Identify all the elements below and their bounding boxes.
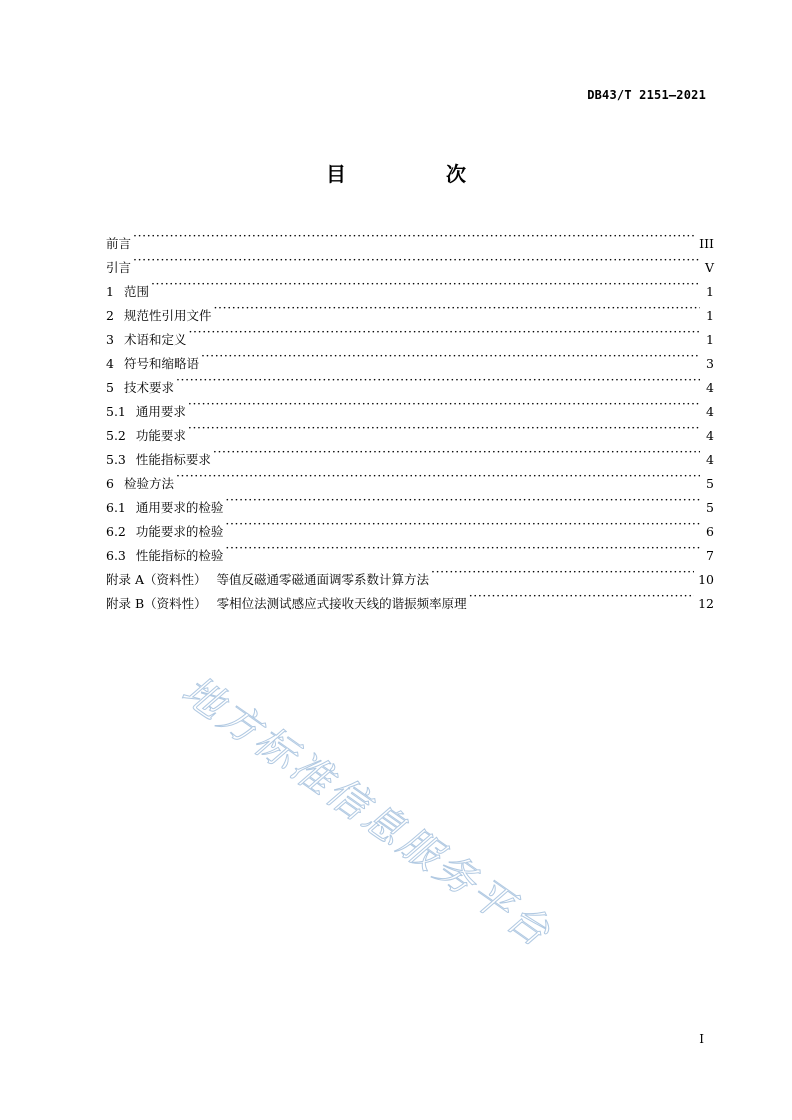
- toc-leader-dots: [188, 320, 700, 344]
- toc-page: 12: [698, 596, 714, 611]
- page-number: I: [699, 1032, 704, 1046]
- toc-page: 4: [706, 404, 714, 419]
- toc-page: 10: [698, 572, 714, 587]
- toc-entry-4[interactable]: [106, 344, 714, 371]
- toc-page: 4: [706, 380, 714, 395]
- toc-entry-6[interactable]: [106, 464, 714, 491]
- toc-leader-dots: [151, 272, 700, 296]
- page-title: 目 次: [326, 162, 506, 186]
- toc-leader-dots: [431, 560, 694, 584]
- toc-page: 3: [706, 356, 714, 371]
- document-code: DB43/T 2151—2021: [587, 88, 706, 102]
- table-of-contents: [106, 224, 714, 611]
- toc-title: 性能指标要求: [135, 452, 211, 467]
- toc-page: 1: [706, 332, 714, 347]
- toc-page: 1: [706, 308, 714, 323]
- toc-leader-dots: [176, 464, 700, 488]
- toc-number: 3: [106, 332, 114, 347]
- toc-entry-2[interactable]: [106, 296, 714, 323]
- toc-page: 4: [706, 452, 714, 467]
- toc-leader-dots: [188, 416, 700, 440]
- toc-entry-foreword[interactable]: [106, 224, 714, 251]
- toc-page: 1: [706, 284, 714, 299]
- toc-page: 5: [706, 500, 714, 515]
- toc-entry-1[interactable]: [106, 272, 714, 299]
- toc-number: 附录 A（资料性）: [106, 572, 207, 587]
- toc-leader-dots: [225, 488, 700, 512]
- toc-page: 6: [706, 524, 714, 539]
- toc-entry-5-3[interactable]: [106, 440, 714, 467]
- toc-number: 5.1: [106, 404, 126, 419]
- toc-entry-introduction[interactable]: [106, 248, 714, 275]
- toc-number: 6.3: [106, 548, 126, 563]
- toc-number: 6.2: [106, 524, 126, 539]
- toc-title: 通用要求的检验: [135, 500, 224, 515]
- toc-leader-dots: [201, 344, 700, 368]
- toc-leader-dots: [469, 584, 694, 608]
- toc-leader-dots: [213, 296, 700, 320]
- toc-number: 5: [106, 380, 114, 395]
- toc-leader-dots: [225, 512, 700, 536]
- toc-number: 6: [106, 476, 114, 491]
- toc-title: 符号和缩略语: [123, 356, 199, 371]
- toc-title: 技术要求: [123, 380, 174, 395]
- toc-entry-6-1[interactable]: [106, 488, 714, 515]
- toc-title: 零相位法测试感应式接收天线的谐振频率原理: [216, 596, 467, 611]
- toc-title: 功能要求: [135, 428, 186, 443]
- toc-entry-5-2[interactable]: [106, 416, 714, 443]
- toc-page: 7: [706, 548, 714, 563]
- toc-leader-dots: [213, 440, 700, 464]
- toc-leader-dots: [225, 536, 700, 560]
- toc-leader-dots: [188, 392, 700, 416]
- toc-page: 5: [706, 476, 714, 491]
- watermark: 地方标准信息服务平台: [173, 667, 561, 958]
- toc-page: 4: [706, 428, 714, 443]
- toc-number: 附录 B（资料性）: [106, 596, 207, 611]
- toc-leader-dots: [133, 248, 700, 272]
- toc-number: 5.3: [106, 452, 126, 467]
- toc-title: 前言: [106, 236, 132, 251]
- toc-title: 检验方法: [123, 476, 174, 491]
- toc-entry-3[interactable]: [106, 320, 714, 347]
- toc-title: 术语和定义: [123, 332, 187, 347]
- toc-title: 范围: [123, 284, 149, 299]
- toc-number: 4: [106, 356, 114, 371]
- toc-number: 1: [106, 284, 114, 299]
- toc-page: III: [699, 236, 714, 251]
- toc-title: 性能指标的检验: [135, 548, 224, 563]
- toc-leader-dots: [176, 368, 700, 392]
- toc-leader-dots: [133, 224, 695, 248]
- toc-entry-5-1[interactable]: [106, 392, 714, 419]
- toc-number: 2: [106, 308, 114, 323]
- toc-title: 功能要求的检验: [135, 524, 224, 539]
- toc-title: 引言: [106, 260, 132, 275]
- toc-number: 6.1: [106, 500, 126, 515]
- toc-title: 规范性引用文件: [123, 308, 212, 323]
- toc-entry-5[interactable]: [106, 368, 714, 395]
- toc-title: 等值反磁通零磁通面调零系数计算方法: [216, 572, 430, 587]
- toc-number: 5.2: [106, 428, 126, 443]
- toc-title: 通用要求: [135, 404, 186, 419]
- toc-page: V: [704, 260, 714, 275]
